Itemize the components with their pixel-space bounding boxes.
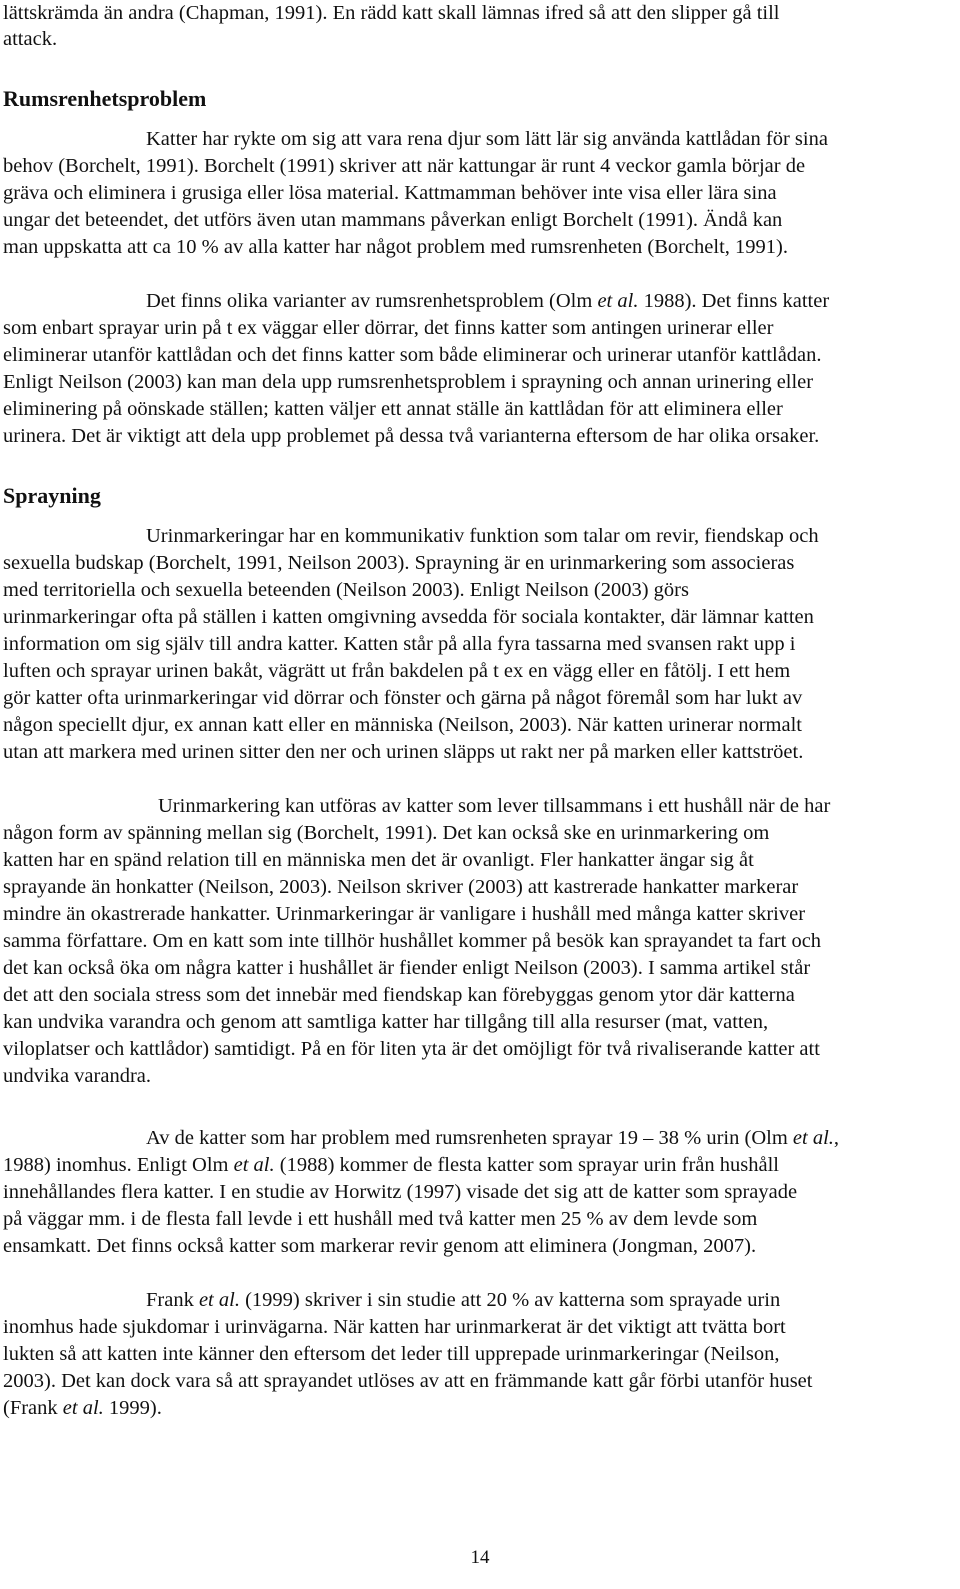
body-text-line: katten har en spänd relation till en människa men det är ovanligt. Fler hankatter ängar sig åt (3, 849, 754, 871)
body-text-line (3, 1395, 953, 1421)
body-text-line: gräva och eliminera i grusiga eller lösa material. Kattmamman behöver inte visa eller lära sina (3, 182, 777, 204)
text-run: 1988). Det finns katter (638, 290, 830, 312)
italic-text: et al. (233, 1154, 275, 1176)
page-number: 14 (470, 1547, 490, 1568)
body-text-line: attack. (3, 28, 58, 50)
body-text-line: det kan också öka om några katter i hushållet är fiender enligt Neilson (2003). I samma artikel står (3, 957, 811, 979)
body-text-line: Enligt Neilson (2003) kan man dela upp rumsrenhetsproblem i sprayning och annan urinering eller (3, 371, 814, 393)
body-text-line: med territoriella och sexuella beteenden (Neilson 2003). Enligt Neilson (2003) görs (3, 579, 689, 601)
body-text-line: det att den sociala stress som det innebär med fiendskap kan förebyggas genom ytor där katterna (3, 984, 795, 1006)
text-run: Det finns olika varianter av rumsrenhetsproblem (Olm (146, 290, 598, 312)
body-text-line: någon speciellt djur, ex annan katt eller en människa (Neilson, 2003). När katten urinerar normalt (3, 714, 802, 736)
text-run: (Frank (3, 1397, 63, 1419)
body-text-line: Katter har rykte om sig att vara rena djur som lätt lär sig använda kattlådan för sina (146, 128, 828, 150)
section-heading-rumsrenhetsproblem: Rumsrenhetsproblem (3, 86, 207, 111)
body-text-line (3, 1152, 953, 1178)
body-text-line: luften och sprayar urinen bakåt, vägrätt ut från bakdelen på t ex en vägg eller en fåtölj. I ett hem (3, 660, 791, 682)
body-text-line: information om sig själv till andra katter. Katten står på alla fyra tassarna med svansen rakt upp i (3, 633, 796, 655)
body-text-line: ensamkatt. Det finns också katter som markerar revir genom att eliminera (Jongman, 2007). (3, 1235, 757, 1257)
text-run: Av de katter som har problem med rumsrenheten sprayar 19 – 38 % urin (Olm (146, 1127, 793, 1149)
body-text-line: innehållandes flera katter. I en studie av Horwitz (1997) visade det sig att de katter som sprayade (3, 1181, 798, 1203)
body-text-line (146, 1287, 953, 1313)
body-text-line: 2003). Det kan dock vara så att sprayandet utlöses av att en främmande katt går förbi utanför huset (3, 1370, 813, 1392)
body-text-line: urinmarkeringar ofta på ställen i katten omgivning avsedda för sociala kontakter, där lämnar katten (3, 606, 814, 628)
body-text-line: eliminerar utanför kattlådan och det finns katter som både eliminerar och urinerar utanför kattlådan. (3, 344, 822, 366)
body-text-line: som enbart sprayar urin på t ex väggar eller dörrar, det finns katter som antingen urinerar eller (3, 317, 774, 339)
body-text-line: Urinmarkering kan utföras av katter som lever tillsammans i ett hushåll när de har (158, 795, 831, 817)
body-text-line: någon form av spänning mellan sig (Borchelt, 1991). Det kan också ske en urinmarkering om (3, 822, 770, 844)
italic-text: et al. (198, 1289, 240, 1311)
body-text-line: gör katter ofta urinmarkeringar vid dörrar och fönster och gärna på något föremål som har lukt av (3, 687, 803, 709)
italic-text: et al. (62, 1397, 104, 1419)
body-text-line: urinera. Det är viktigt att dela upp problemet på dessa två varianterna eftersom de har olika orsaker. (3, 425, 820, 447)
italic-text: et al. (597, 290, 639, 312)
text-run: Frank (146, 1289, 199, 1311)
body-text-line: samma författare. Om en katt som inte tillhör hushållet kommer på besök kan sprayandet ta fart och (3, 930, 822, 952)
text-run: 1999). (103, 1397, 162, 1419)
body-text-line: sprayande än honkatter (Neilson, 2003). Neilson skriver (2003) att kastrerade hankatter markerar (3, 876, 799, 898)
body-text-line (146, 288, 953, 314)
text-run: 1988) inomhus. Enligt Olm (3, 1154, 234, 1176)
text-run: (1988) kommer de flesta katter som sprayar urin från hushåll (274, 1154, 779, 1176)
body-text-line: ungar det beteendet, det utförs även utan mammans påverkan enligt Borchelt (1991). Ändå kan (3, 209, 783, 231)
body-text-line: eliminering på oönskade ställen; katten väljer ett annat ställe än kattlådan för att eliminera eller (3, 398, 783, 420)
body-text-line: behov (Borchelt, 1991). Borchelt (1991) skriver att när kattungar är runt 4 veckor gamla börjar de (3, 155, 806, 177)
body-text-line: på väggar mm. i de flesta fall levde i ett hushåll med två katter men 25 % av dem levde som (3, 1208, 758, 1230)
body-text-line: lukten så att katten inte känner den eftersom det leder till upprepade urinmarkeringar (Neilson, (3, 1343, 780, 1365)
section-heading-sprayning: Sprayning (3, 483, 101, 508)
body-text-line: sexuella budskap (Borchelt, 1991, Neilson 2003). Sprayning är en urinmarkering som associeras (3, 552, 795, 574)
body-text-line: man uppskatta att ca 10 % av alla katter har något problem med rumsrenheten (Borchelt, 1991). (3, 236, 788, 258)
italic-text: et al. (792, 1127, 834, 1149)
body-text-line: Urinmarkeringar har en kommunikativ funktion som talar om revir, fiendskap och (146, 525, 819, 547)
text-run: (1999) skriver i sin studie att 20 % av katterna som sprayade urin (239, 1289, 781, 1311)
text-run: , (833, 1127, 840, 1149)
body-text-line: kan undvika varandra och genom att samtliga katter har tillgång till alla resurser (mat, vatten, (3, 1011, 769, 1033)
body-text-line (146, 1125, 953, 1151)
body-text-line: viloplatser och kattlådor) samtidigt. På en för liten yta är det omöjligt för två rivaliserande katter att (3, 1038, 820, 1060)
body-text-line: undvika varandra. (3, 1065, 151, 1087)
body-text-line: inomhus hade sjukdomar i urinvägarna. När katten har urinmarkerat är det viktigt att tvätta bort (3, 1316, 786, 1338)
body-text-line: mindre än okastrerade hankatter. Urinmarkeringar är vanligare i hushåll med många katter skriver (3, 903, 806, 925)
body-text-line: lättskrämda än andra (Chapman, 1991). En rädd katt skall lämnas ifred så att den slipper gå till (3, 2, 780, 24)
body-text-line: utan att markera med urinen sitter den ner och urinen släpps ut rakt ner på marken eller kattströet. (3, 741, 804, 763)
